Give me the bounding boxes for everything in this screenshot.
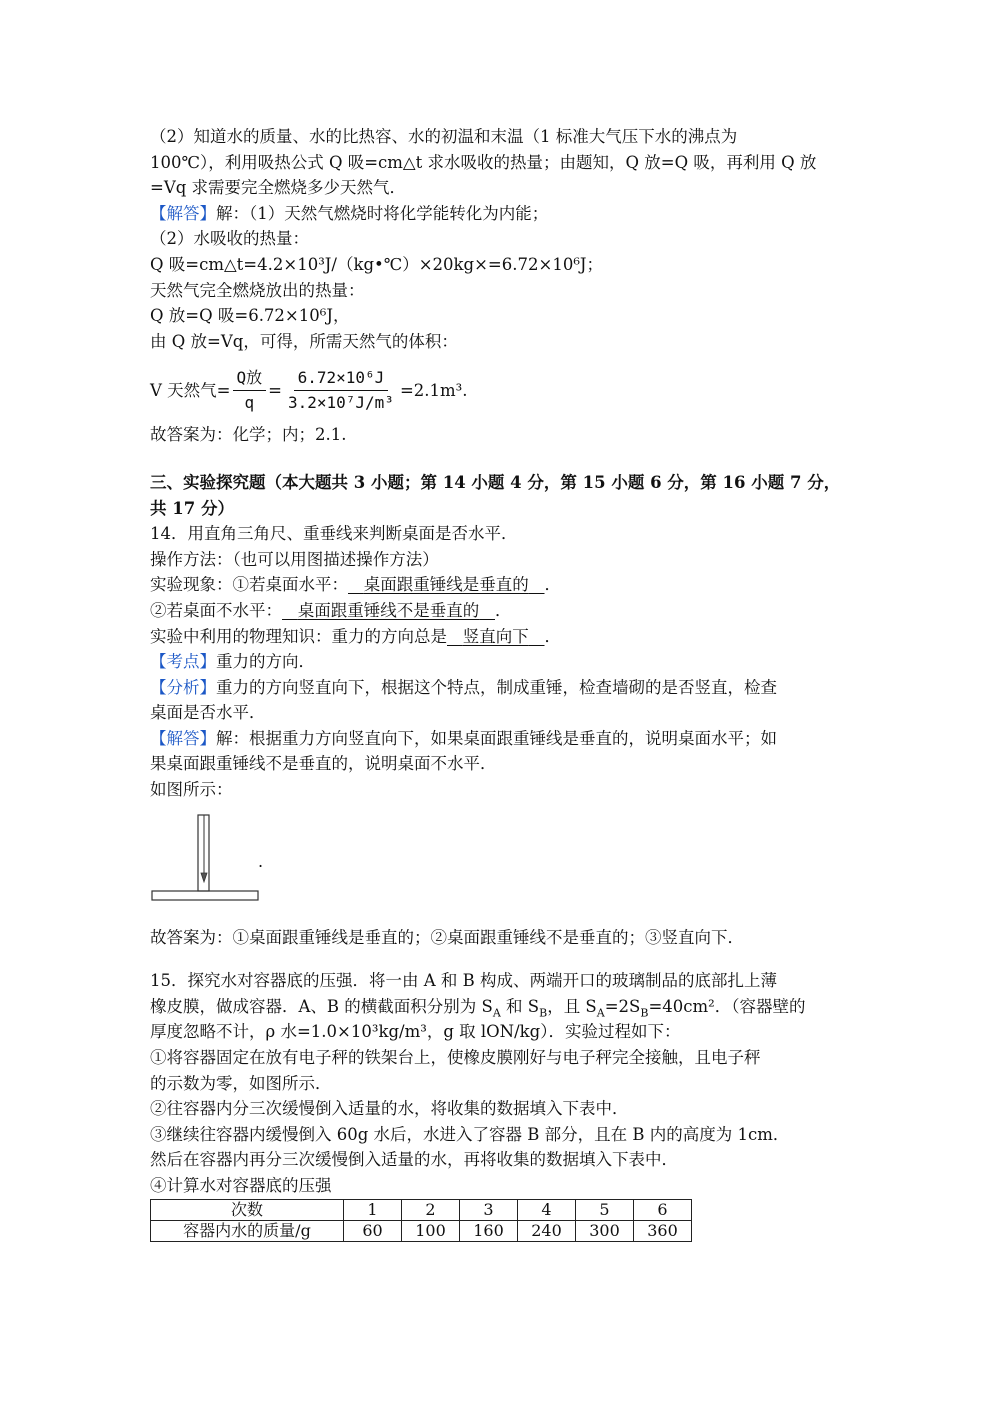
fraction2-numerator: 6.72×10⁶J: [294, 367, 389, 391]
q14-analysis-text-1: 重力的方向竖直向下，根据这个特点，制成重锤，检查墙砌的是否竖直，检查: [216, 677, 777, 697]
q15-sub-a2: A: [596, 1006, 605, 1020]
answer13-line-4: 天然气完全燃烧放出的热量：: [150, 280, 365, 300]
q15-line-2-d: =2S: [604, 996, 641, 1016]
fraction2-denominator: 3.2×10⁷J/m³: [287, 392, 394, 412]
table-cell: 2: [402, 1199, 460, 1220]
q15-line-2: [150, 994, 860, 1020]
table-cell: 6: [634, 1199, 692, 1220]
answer13-line-6: 由 Q 放=Vq，可得，所需天然气的体积：: [150, 331, 458, 351]
answer13-line-5: Q 放=Q 吸=6.72×10⁶J，: [150, 306, 350, 326]
q15-line-2-e: =40cm²．（容器壁的: [648, 996, 806, 1016]
q14-blank-1-text: 桌面跟重锤线是垂直的: [363, 575, 529, 595]
q15-sub-a: A: [492, 1006, 501, 1020]
q14-title: 14．用直角三角尺、重垂线来判断桌面是否水平．: [150, 524, 518, 544]
q14-answer-text-1: 解：根据重力方向竖直向下，如果桌面跟重锤线是垂直的，说明桌面水平；如: [216, 728, 777, 748]
table-cell: 4: [518, 1199, 576, 1220]
figure-dot: .: [258, 851, 264, 871]
q14-method: 操作方法：（也可以用图描述操作方法）: [150, 549, 439, 569]
answer13-line-2: （2）水吸收的热量：: [150, 229, 309, 249]
table-cell: 160: [460, 1220, 518, 1241]
q15-step-3a: ③继续往容器内缓慢倒入 60g 水后，水进入了容器 B 部分，且在 B 内的高度为 1cm．: [150, 1124, 790, 1144]
q14-knowledge-end: ．: [544, 626, 561, 646]
q14-knowledge: [150, 624, 860, 650]
document-page: [150, 124, 860, 1242]
q14-phenomenon-1-end: ．: [544, 575, 561, 595]
formula-equals: =: [268, 380, 282, 400]
formula-rhs: =2.1m³.: [399, 380, 468, 400]
section3-title-line-1: 三、实验探究题（本大题共 3 小题；第 14 小题 4 分，第 15 小题 6 分，第 16 小题 7 分，: [150, 472, 841, 492]
answer13-final: 故答案为：化学；内；2.1.: [150, 425, 347, 445]
q14-blank-1: [348, 575, 545, 594]
fraction-values: [284, 367, 398, 414]
table-row: [151, 1220, 692, 1241]
q15-line-2-c: ，且 S: [547, 996, 597, 1016]
q15-line-3: 厚度忽略不计，ρ 水=1.0×10³kg/m³，g 取 lON/kg）．实验过程如下：: [150, 1022, 681, 1042]
q14-phenomenon-1: [150, 572, 860, 598]
q14-blank-3-text: 竖直向下: [462, 626, 529, 646]
q15-line-1: 15．探究水对容器底的压强．将一由 A 和 B 构成、两端开口的玻璃制品的底部扎上薄: [150, 971, 778, 991]
q15-step-1b: 的示数为零，如图所示．: [150, 1073, 332, 1093]
table-cell: 300: [576, 1220, 634, 1241]
table-row: [151, 1199, 692, 1220]
table-header-mass: 容器内水的质量/g: [151, 1220, 344, 1241]
q15-sub-b: B: [539, 1006, 548, 1020]
table-cell: 5: [576, 1199, 634, 1220]
answer13-text-1: 解：（1）天然气燃烧时将化学能转化为内能；: [216, 203, 549, 223]
q15-step-2: ②往容器内分三次缓慢倒入适量的水，将收集的数据填入下表中．: [150, 1099, 629, 1119]
fraction1-numerator: Q放: [233, 367, 267, 391]
section3-title-line-2: 共 17 分）: [150, 498, 234, 518]
table-header-count: 次数: [151, 1199, 344, 1220]
q14-phenomenon-2-label: ②若桌面不水平：: [150, 600, 282, 620]
analysis-line-3: =Vq 求需要完全燃烧多少天然气．: [150, 178, 407, 198]
answer13-line-1: [150, 201, 860, 227]
answer-tag: 【解答】: [150, 203, 216, 223]
plumb-bob: [201, 873, 207, 882]
formula-lhs: V 天然气=: [150, 380, 231, 400]
table-cell: 3: [460, 1199, 518, 1220]
q15-sub-b2: B: [640, 1006, 649, 1020]
fraction-qfang-over-q: [233, 367, 267, 414]
q15-step-4: ④计算水对容器底的压强: [150, 1176, 332, 1195]
q14-blank-2-text: 桌面跟重锤线不是垂直的: [297, 600, 480, 620]
table-cell: 1: [344, 1199, 402, 1220]
plumb-line-diagram: [150, 811, 280, 907]
q14-answer-1: [150, 726, 860, 752]
analysis-tag: 【分析】: [150, 677, 216, 697]
answer13-line-3: Q 吸=cm△t=4.2×10³J/（kg•℃）×20kg×=6.72×10⁶J；: [150, 254, 604, 274]
q14-answer-3: 如图所示：: [150, 780, 233, 800]
table-cell: 100: [402, 1220, 460, 1241]
point-tag: 【考点】: [150, 652, 216, 672]
q15-data-table: [150, 1199, 692, 1242]
answer-tag-14: 【解答】: [150, 728, 216, 748]
analysis-line-1: （2）知道水的质量、水的比热容、水的初温和末温（1 标准大气压下水的沸点为: [150, 127, 738, 146]
q14-phenomenon-2: [150, 598, 860, 624]
q14-phenomenon-2-end: ．: [495, 600, 512, 620]
q15-step-1a: ①将容器固定在放有电子秤的铁架台上，使橡皮膜刚好与电子秤完全接触，且电子秤: [150, 1048, 761, 1068]
q14-answer-2: 果桌面跟重锤线不是垂直的，说明桌面不水平．: [150, 754, 497, 774]
q14-blank-3: [447, 627, 545, 646]
table-cell: 240: [518, 1220, 576, 1241]
q14-analysis-2: 桌面是否水平．: [150, 703, 266, 723]
tabletop: [152, 891, 258, 900]
q15-line-2-b: 和 S: [500, 996, 540, 1016]
fraction1-denominator: q: [244, 392, 255, 412]
q14-point: [150, 649, 860, 675]
q14-knowledge-label: 实验中利用的物理知识：重力的方向总是: [150, 626, 447, 646]
plumb-line-figure: [150, 811, 860, 907]
q15-step-3b: 然后在容器内再分三次缓慢倒入适量的水，再将收集的数据填入下表中．: [150, 1150, 678, 1170]
q14-blank-2: [282, 601, 495, 620]
q14-final: 故答案为：①桌面跟重锤线是垂直的；②桌面跟重锤线不是垂直的；③竖直向下．: [150, 927, 744, 947]
volume-formula: [150, 358, 860, 422]
q14-point-text: 重力的方向．: [216, 652, 315, 672]
q15-line-2-a: 橡皮膜，做成容器．A、B 的横截面积分别为 S: [150, 996, 493, 1016]
analysis-line-2: 100℃），利用吸热公式 Q 吸=cm△t 求水吸收的热量；由题知，Q 放=Q 吸，再利用 Q 放: [150, 152, 817, 172]
table-cell: 60: [344, 1220, 402, 1241]
q14-phenomenon-1-label: 实验现象：①若桌面水平：: [150, 575, 348, 595]
table-cell: 360: [634, 1220, 692, 1241]
q14-analysis-1: [150, 675, 860, 701]
